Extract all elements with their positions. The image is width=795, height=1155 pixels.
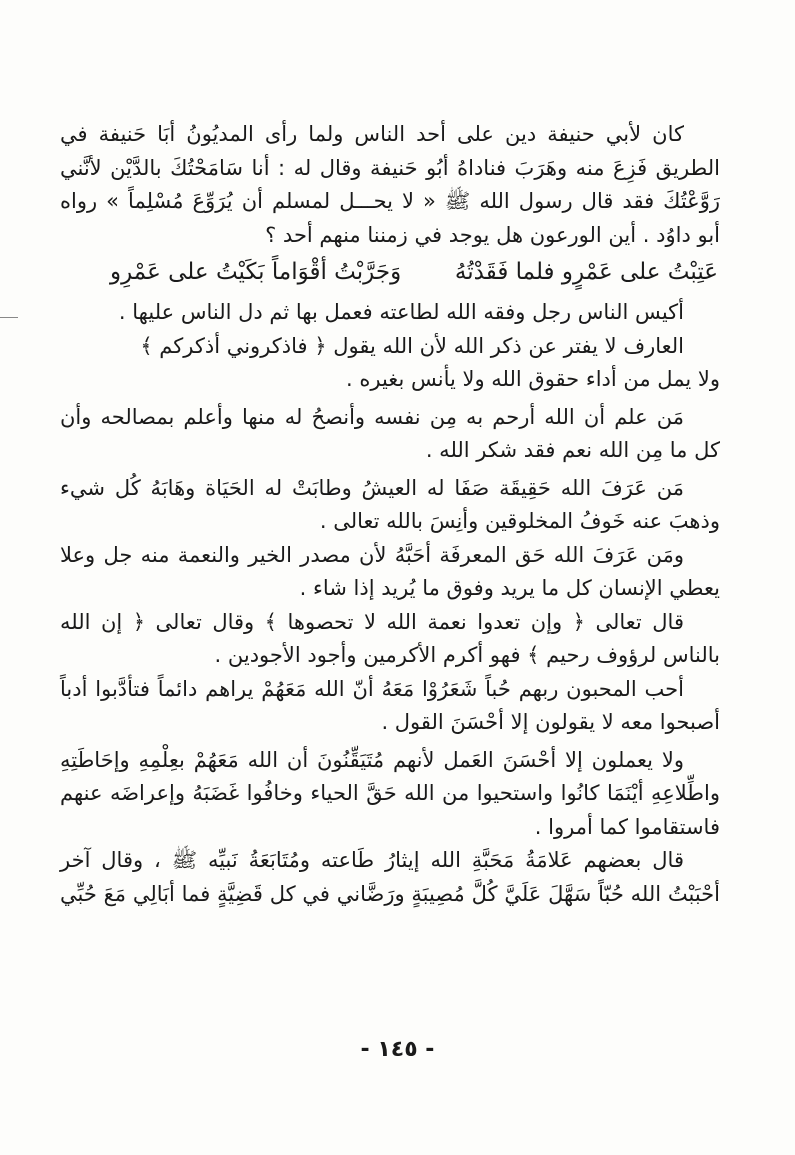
text-line: ولا يمل من أداء حقوق الله ولا يأنس بغيره . bbox=[346, 367, 720, 391]
text-line: كان لأبي حنيفة دين على أحد الناس ولما رأى المديُونُ أبَا حَنيفة في bbox=[60, 122, 684, 146]
text-line: قال تعالى ﴿ وإن تعدوا نعمة الله لا تحصوها ﴾ وقال تعالى ﴿ إن الله bbox=[60, 609, 684, 634]
margin-mark bbox=[0, 317, 18, 318]
text-line: وذهبَ عنه خَوفُ المخلوقين وأنِسَ بالله تعالى . bbox=[319, 509, 720, 533]
text-line: ومَن عَرَفَ الله حَق المعرفَة أحَبَّهُ لأن مصدر الخير والنعمة منه جل وعلا bbox=[60, 542, 684, 567]
text-line: الطريق فَزِعَ منه وهَرَبَ فناداهُ أبُو حَنيفة وقال له : أنا سَامَحْتُكَ بالدَّيْن لأنَّني bbox=[60, 155, 720, 180]
text-line: العارف لا يفتر عن ذكر الله لأن الله يقول ﴿ فاذكروني أذكركم ﴾ bbox=[140, 333, 684, 358]
text-line: رَوَّعْتُكَ فقد قال رسول الله ﷺ « لا يحـــل لمسلم أن يُرَوِّعَ مُسْلِماً » رواه bbox=[60, 189, 720, 213]
text-line: أكيس الناس رجل وفقه الله لطاعته فعمل بها ثم دل الناس عليها . bbox=[118, 300, 684, 324]
text-line: أصبحوا معه لا يقولون إلا أحْسَنَ القول . bbox=[381, 710, 720, 734]
text-line: أحب المحبون ربهم حُباً شَعَرُوْا مَعَهُ أنّ الله مَعَهُمْ يراهم دائماً فتأدَّبوا أدباً bbox=[60, 676, 684, 701]
text-line: فاستقاموا كما أمروا . bbox=[534, 814, 720, 839]
text-line: يعطي الإنسان كل ما يريد وفوق ما يُريد إذا شاء . bbox=[299, 576, 720, 600]
poetry-verse bbox=[60, 252, 720, 292]
text-line: مَن علم أن الله أرحم به مِن نفسه وأنصحُ له منها وأعلم بمصالحه وأن bbox=[60, 404, 684, 429]
text-line: بالناس لرؤوف رحيم ﴾ فهو أكرم الأكرمين وأجود الأجودين . bbox=[214, 643, 720, 667]
text-line: أحْبَبْتُ الله حُبّاً سَهَّلَ عَلَيَّ كُلَّ مُصِيبَةٍ ورَضَّاني في كل قَضِيَّةٍ فما أبَالِي مَعَ حُبِّي bbox=[60, 881, 720, 906]
page-number: - ١٤٥ - bbox=[360, 1037, 435, 1062]
text-line: قال بعضهم عَلامَةُ مَحَبَّةِ الله إيثارُ طَاعته ومُتَابَعَةُ نَبيِّه ﷺ ، وقال آخر bbox=[60, 848, 684, 872]
text-line: أبو داوُد . أين الورعون هل يوجد في زمننا منهم أحد ؟ bbox=[265, 222, 720, 247]
page-body bbox=[60, 118, 720, 911]
text-line: مَن عَرَفَ الله حَقِيقَة صَفَا له العيشُ وطابَتْ له الحَيَاة وهَابَهُ كُل شيء bbox=[60, 475, 684, 500]
verse-first-hemistich: عَتِبْتُ على عَمْرٍو فلما فَقَدْتُهُ bbox=[454, 259, 718, 285]
text-line: كل ما مِن الله نعم فقد شكر الله . bbox=[425, 438, 720, 462]
text-line: ولا يعملون إلا أحْسَنَ العَمل لأنهم مُتَيَقِّنُونَ أن الله مَعَهُمْ بعِلْمِهِ وإحَاطَتِهِ bbox=[60, 747, 684, 772]
text-line: واطِّلاعِهِ أيْنَمَا كانُوا واستحيوا من الله حَقَّ الحياء وخافُوا غَضَبَهُ وإعراضَه عنهم bbox=[60, 781, 720, 805]
verse-second-hemistich: وَجَرَّبْتُ أقْوَاماً بَكَيْتُ على عَمْرِو bbox=[110, 259, 402, 285]
